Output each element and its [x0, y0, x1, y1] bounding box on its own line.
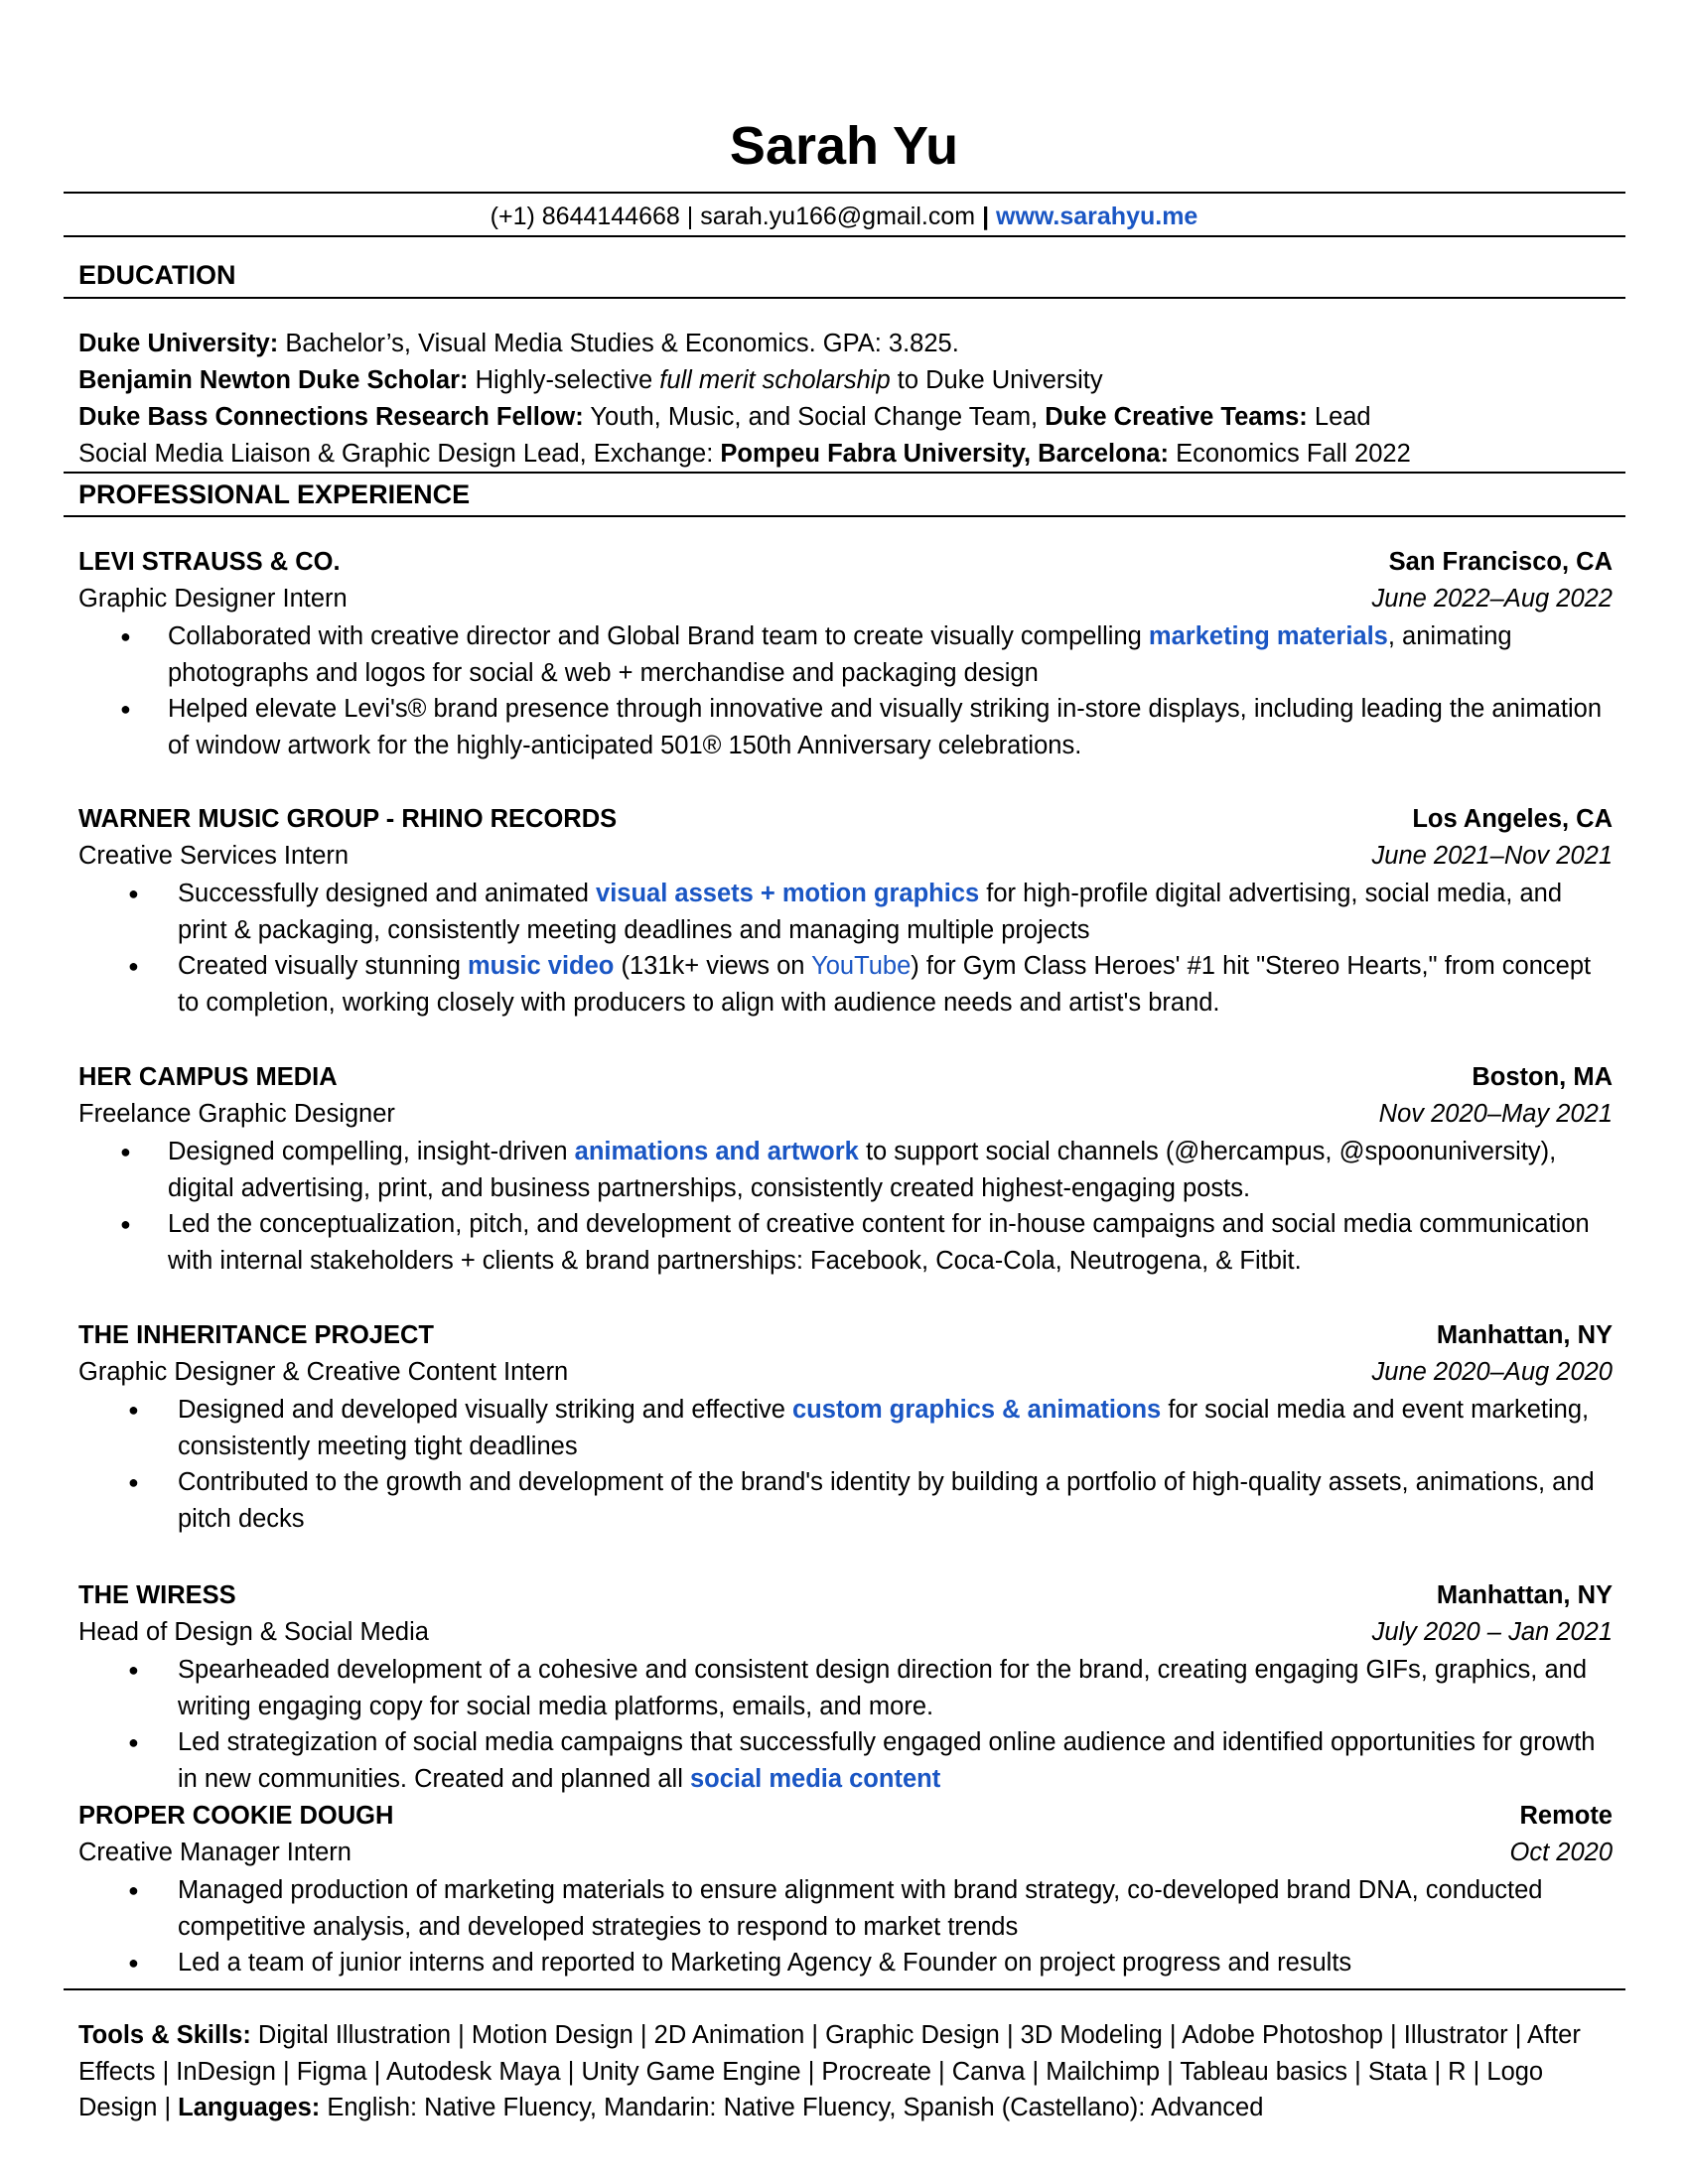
job-dates: July 2020 – Jan 2021	[1371, 1618, 1613, 1646]
job-title: Creative Manager Intern	[78, 1839, 352, 1866]
bullet-item: ● Managed production of marketing materials to ensure alignment with brand strategy, co-developed brand DNA, conducted competitive analysis, and developed strategies to respond to market trends	[128, 1876, 1543, 1941]
skills-list: Digital Illustration | Motion Design | 2D Animation | Graphic Design | 3D Modeling | Adobe Photoshop | Illustrator | After Effects | InDesign | Figma | Autodesk Maya | Unity Game Engine | Procreate | Canva | Mailchimp | Tableau basics | Stata | R | Logo Design |	[78, 2021, 1581, 2121]
languages-list: English: Native Fluency, Mandarin: Native Fluency, Spanish (Castellano): Advanced	[320, 2094, 1264, 2121]
job-dates: Nov 2020–May 2021	[1378, 1100, 1613, 1128]
bullet-item: ● Designed compelling, insight-driven animations and artwork to support social channels (@hercampus, @spoonuniversity), digital advertising, print, and business partnerships, consistently created highest-engaging posts.	[120, 1138, 1557, 1202]
bullet-item: ● Led a team of junior interns and reported to Marketing Agency & Founder on project progress and results	[128, 1949, 1352, 1977]
bullet-item: ● Contributed to the growth and development of the brand's identity by building a portfolio of high-quality assets, animations, and pitch decks	[128, 1468, 1595, 1533]
section-heading-education: EDUCATION	[78, 260, 236, 290]
section-heading-experience: PROFESSIONAL EXPERIENCE	[78, 479, 471, 509]
email: sarah.yu166@gmail.com	[700, 203, 976, 230]
divider	[64, 472, 1625, 474]
divider	[64, 1988, 1625, 1990]
job-dates: June 2020–Aug 2020	[1371, 1358, 1613, 1386]
bullet-item: ● Spearheaded development of a cohesive and consistent design direction for the brand, creating engaging GIFs, graphics, and writing engaging copy for social media platforms, emails, and more.	[128, 1656, 1587, 1720]
portfolio-link[interactable]: marketing materials	[1148, 622, 1388, 650]
skills-block	[78, 2017, 1622, 2126]
bullet-item: ● Led the conceptualization, pitch, and development of creative content for in-house campaigns and social media communication with internal stakeholders + clients & brand partnerships: Facebook, Coca-Cola, Neutrogena, & Fitbit.	[120, 1210, 1590, 1275]
job-entry	[78, 1059, 1613, 1279]
portfolio-link[interactable]: animations and artwork	[574, 1138, 859, 1165]
company-name: HER CAMPUS MEDIA	[78, 1063, 338, 1091]
job-title: Graphic Designer & Creative Content Intern	[78, 1358, 569, 1386]
portfolio-link[interactable]: social media content	[689, 1764, 941, 1793]
job-entry	[78, 544, 1613, 763]
contact-line: (+1) 8644144668 | sarah.yu166@gmail.com | www.sarahyu.me	[490, 203, 1198, 230]
divider	[64, 515, 1625, 517]
languages-label: Languages:	[178, 2094, 321, 2121]
bullet-item: ● Successfully designed and animated visual assets + motion graphics for high-profile digital advertising, social media, and print & packaging, consistently meeting deadlines and managing multiple projects	[128, 880, 1563, 944]
job-entry	[78, 1577, 1613, 1797]
divider	[64, 297, 1625, 299]
job-location: Remote	[1519, 1802, 1613, 1830]
job-location: Los Angeles, CA	[1412, 805, 1613, 833]
phone: (+1) 8644144668	[490, 203, 680, 230]
bullet-item: ● Helped elevate Levi's® brand presence through innovative and visually striking in-store displays, including leading the animation of window artwork for the highly-anticipated 501® 150th Anniversary celebrations.	[120, 695, 1602, 759]
job-title: Graphic Designer Intern	[78, 585, 348, 613]
job-dates: June 2022–Aug 2022	[1371, 585, 1613, 613]
company-name: LEVI STRAUSS & CO.	[78, 548, 341, 576]
resume-name: Sarah Yu	[729, 116, 959, 176]
bullet-item: ● Led strategization of social media campaigns that successfully engaged online audience and identified opportunities for growth in new communities. Created and planned all social media content	[128, 1728, 1596, 1793]
job-dates: June 2021–Nov 2021	[1371, 842, 1613, 870]
website-link[interactable]: www.sarahyu.me	[996, 203, 1198, 230]
job-dates: Oct 2020	[1509, 1839, 1613, 1866]
education-block: Duke University: Bachelor’s, Visual Media Studies & Economics. GPA: 3.825. Benjamin Newton Duke Scholar: Highly-selective full merit scholarship to Duke University Duke Bass Connections Research Fellow: Youth, Music, and Social Change Team, Duke Creative Teams: Lead Social Media Liaison & Graphic Design Lead, Exchange: Pompeu Fabra University, Barcelona: Economics Fall 2022	[78, 330, 1411, 468]
bullet-item: ● Designed and developed visually striking and effective custom graphics & animations for social media and event marketing, consistently meeting tight deadlines	[128, 1396, 1590, 1460]
job-location: Manhattan, NY	[1436, 1321, 1613, 1349]
company-name: THE WIRESS	[78, 1581, 236, 1609]
divider	[64, 235, 1625, 237]
portfolio-link[interactable]: custom graphics & animations	[792, 1396, 1162, 1424]
job-title: Creative Services Intern	[78, 842, 350, 870]
job-location: Boston, MA	[1472, 1063, 1613, 1091]
job-entry	[78, 801, 1613, 1021]
music-video-link[interactable]: music video	[468, 952, 615, 980]
job-location: San Francisco, CA	[1388, 548, 1613, 576]
portfolio-link[interactable]: visual assets + motion graphics	[596, 880, 980, 907]
bullet-item: ● Collaborated with creative director and Global Brand team to create visually compelling marketing materials, animating photographs and logos for social & web + merchandise and packaging design	[120, 622, 1512, 687]
job-title: Head of Design & Social Media	[78, 1618, 429, 1646]
company-name: THE INHERITANCE PROJECT	[78, 1321, 434, 1349]
job-entry	[78, 1317, 1613, 1537]
bullet-item: ● Created visually stunning music video (131k+ views on YouTube) for Gym Class Heroes' #1 hit "Stereo Hearts," from concept to completion, working closely with producers to align with audience needs and artist's brand.	[128, 952, 1592, 1017]
divider	[64, 192, 1625, 194]
company-name: WARNER MUSIC GROUP - RHINO RECORDS	[78, 805, 618, 833]
job-title: Freelance Graphic Designer	[78, 1100, 395, 1128]
job-location: Manhattan, NY	[1436, 1581, 1613, 1609]
youtube-link[interactable]: YouTube	[811, 952, 912, 980]
job-entry	[78, 1798, 1613, 1981]
skills-label: Tools & Skills:	[78, 2021, 251, 2049]
company-name: PROPER COOKIE DOUGH	[78, 1802, 394, 1830]
